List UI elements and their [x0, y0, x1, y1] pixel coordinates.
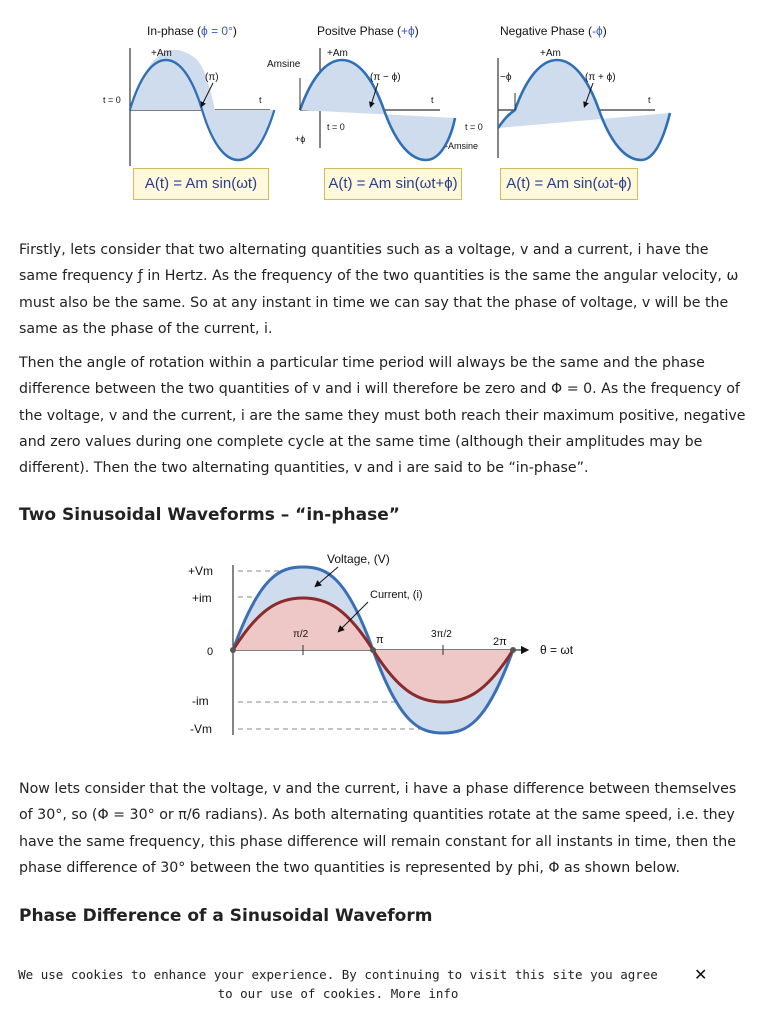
current-label: Current, (i): [370, 589, 423, 601]
vm-label: +Vm: [188, 564, 214, 578]
positive-phase-panel: [267, 24, 455, 160]
pi-plus-phi-note: (π + ϕ): [585, 72, 616, 83]
pi-half-label: π/2: [293, 629, 309, 640]
cookie-banner: [0, 955, 768, 1024]
negative-phase-formula: A(t) = Am sin(ωt-ϕ): [500, 168, 638, 200]
two-pi-label: 2π: [493, 636, 507, 648]
heading-phase-difference: Phase Difference of a Sinusoidal Waveform: [19, 906, 433, 926]
phi-label: +ϕ: [295, 134, 306, 144]
positive-phase-formula: A(t) = Am sin(ωt+ϕ): [324, 168, 462, 200]
panel-title: Positve Phase (+ϕ): [317, 24, 419, 38]
peak-label: +Am: [151, 48, 172, 59]
pi-label: π: [376, 634, 384, 646]
in-phase-panel: [103, 24, 274, 166]
in-phase-formula: A(t) = Am sin(ωt): [133, 168, 269, 200]
t0-label: t = 0: [103, 95, 121, 105]
close-icon[interactable]: ✕: [694, 965, 708, 984]
paragraph-1: Firstly, lets consider that two alternating quantities such as a voltage, v and a current, i have the same frequency ƒ in Hertz. As the frequency of the two quantities is the same the angular velocity, ω must also be the same. So at any instant in time we can say that the phase of voltage, v will be the same as the phase of the current, i.: [19, 242, 739, 337]
t-label: t: [431, 95, 434, 105]
three-pi-half-label: 3π/2: [431, 629, 452, 640]
minus-phi-label: −ϕ: [500, 72, 512, 83]
pi-note: (π): [205, 72, 219, 83]
panel-title: Negative Phase (-ϕ): [500, 24, 607, 38]
pi-phi-note: (π − ϕ): [370, 72, 401, 83]
more-info-link[interactable]: More info: [390, 986, 459, 1001]
neg-amsine-label: -Amsine: [445, 141, 479, 151]
t-label: t: [259, 95, 262, 105]
paragraph-2: Then the angle of rotation within a particular time period will always be the same and the phase difference between the two quantities of v and i will therefore be zero and Φ = 0. As the frequency of the voltage, v and the current, i are the same they must both reach their maximum positive, negative and zero values during one complete cycle at the same time (although their amplitudes may be different). Then the two alternating quantities, v and i are said to be “in-phase”.: [19, 355, 746, 477]
heading-in-phase: Two Sinusoidal Waveforms – “in-phase”: [19, 505, 400, 525]
t0-label: t = 0: [465, 122, 483, 132]
neg-im-label: -im: [192, 694, 209, 708]
neg-vm-label: -Vm: [190, 722, 212, 736]
theta-label: θ = ωt: [540, 643, 574, 657]
panel-title: In-phase (ϕ = 0°): [147, 24, 237, 38]
negative-phase-panel: [445, 24, 670, 160]
im-label: +im: [192, 591, 212, 605]
t0-label: t = 0: [327, 122, 345, 132]
peak-label: +Am: [540, 48, 561, 59]
peak-label: +Am: [327, 48, 348, 59]
zero-label: 0: [207, 646, 214, 658]
cookie-text: We use cookies to enhance your experience. By continuing to visit this site you agree to our use of cookies.: [18, 967, 658, 1001]
cookie-message: [18, 965, 658, 1003]
in-phase-waveform-figure: [180, 545, 600, 745]
paragraph-3: Now lets consider that the voltage, v and the current, i have a phase difference between themselves of 30°, so (Φ = 30° or π/6 radians). As both alternating quantities rotate at the same speed, i.e. they have the same frequency, this phase difference will remain constant for all instants in time, then the phase difference of 30° between the two quantities is represented by phi, Φ as shown below.: [19, 781, 737, 876]
voltage-label: Voltage, (V): [327, 552, 390, 566]
amsine-label: Amsine: [267, 59, 301, 70]
t-label: t: [648, 95, 651, 105]
